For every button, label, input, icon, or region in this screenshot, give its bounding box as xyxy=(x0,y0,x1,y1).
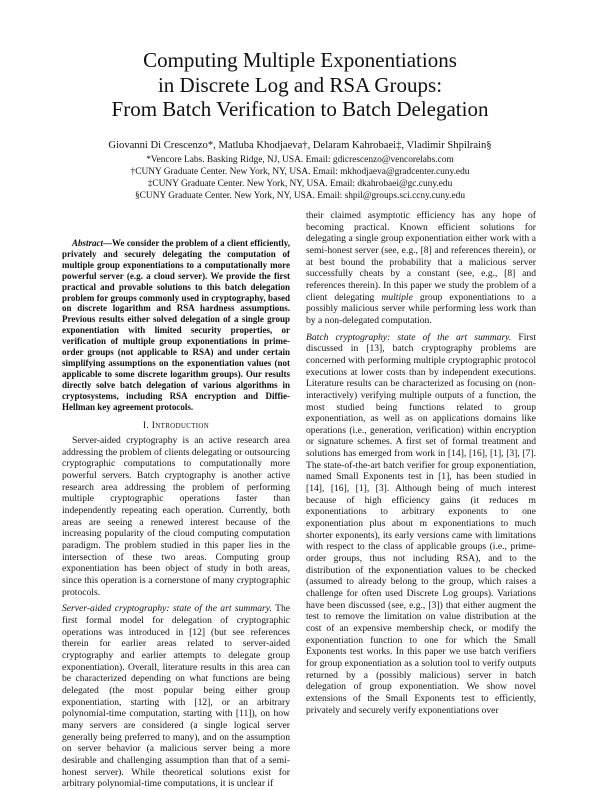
intro-paragraph-1: Server-aided cryptography is an active research area addressing the problem of clients delegating or outsourcing cryptographic computations to computationally more powerful servers. Batch cryptography is another active research area addressing the problem of performing multiple cryptographic operations faster than independently repeating each operation. Currently, both areas are seeing a renewed interest because of the increasing popularity of the cloud computing computation paradigm. The problem studied in this paper lies in the intersection of these two areas. Computing group exponentiation has been object of study in both areas, since this operation is a cornerstone of many cryptographic protocols. xyxy=(62,435,290,598)
right-paragraph-2-text: First discussed in [13], batch cryptography problems are concerned with performing multiple cryptographic protocol executions at lower costs than by independent executions. Literature results can be characterized as focusing on (non-interactively) verifying multiple outputs of a function, the most studied being functions related to group exponentiation, as well as on applications domains like operations (i.e., generation, verification) within encryption or signature schemes. A first set of formal treatment and solutions has emerged from work in [14], [16], [1], [3], [7]. The state-of-the-art batch verifier for group exponentiation, named Small Exponents test in [1], has been studied in [14], [16], [1], [3]. Although being of much interest because of high efficiency gains (it reduces m exponentiations to arbitrary exponents to one exponentiation plus about m exponentiations to much shorter exponents), its early versions came with limitations with respect to the class of applicable groups (i.e., prime-order groups, thus not including RSA), and to the distribution of the exponentiation values to be checked (assumed to already belong to the group, which raises a challenge for often used Discrete Log groups). Variations have been discussed (see, e.g., [3]) that either augment the test to remove the limitation on value distribution at the cost of an expensive membership check, or modify the exponentiation function to one for which the Small Exponents test works. In this paper we use batch verifiers for group exponentiation as a solution tool to verify outputs returned by a (possibly malicious) server in batch delegation of group exponentiation. We show novel extensions of the Small Exponents test to efficiently, privately and securely verify exponentiations over xyxy=(306,331,536,716)
paper-title xyxy=(0,48,600,122)
paragraph-heading-server-aided: Server-aided cryptography: state of the art summary. xyxy=(62,603,272,615)
right-paragraph-1 xyxy=(306,210,536,327)
section-heading-introduction: I. Introduction xyxy=(142,419,210,431)
right-paragraph-2 xyxy=(306,332,536,717)
emphasis-multiple: multiple xyxy=(381,291,413,303)
paragraph-heading-batch: Batch cryptography: state of the art summary. xyxy=(306,331,512,343)
right-column xyxy=(306,210,536,716)
title-line-2: in Discrete Log and RSA Groups: xyxy=(157,72,443,97)
abstract-text: —We consider the problem of a client efficiently, privately and securely delegating the computation of multiple group exponentiations to a computationally more powerful server (e.g. a cloud server). We provide the first practical and provable solutions to this batch delegation problem for groups commonly used in cryptography, based on discrete logarithm and RSA hardness assumptions. Previous results either solved delegation of a single group exponentiation with limited security properties, or verification of multiple group exponentiations in prime-order groups (not applicable to RSA) and under certain simplifying assumptions on the exponentiation values (not applicable to some discrete logarithm groups). Our results directly solve batch delegation of various algorithms in cryptosystems, including RSA encryption and Diffie-Hellman key agreement protocols. xyxy=(62,238,290,412)
affiliation-3: ‡CUNY Graduate Center. New York, NY, USA. Email: dkahrobaei@gc.cuny.edu xyxy=(147,179,453,189)
title-line-1: Computing Multiple Exponentiations xyxy=(143,48,457,72)
title-line-3: From Batch Verification to Batch Delegation xyxy=(111,97,489,121)
right-paragraph-1-text: their claimed asymptotic efficiency has any hope of becoming practical. Known efficient solutions for delegating a single group exponentiation either work with a semi-honest server (see, e.g., [8] and references therein), or at best bound the probability that a malicious server successfully cheats by a constant (see, e.g., [8] and references therein). In this paper we study the problem of a client delegating xyxy=(306,210,536,303)
affiliation-4: §CUNY Graduate Center. New York, NY, USA. Email: shpil@groups.sci.ccny.cuny.edu xyxy=(134,191,466,201)
affiliation-1: *Vencore Labs. Basking Ridge, NJ, USA. Email: gdicrescenzo@vencorelabs.com xyxy=(146,155,454,165)
intro-paragraph-2 xyxy=(62,603,290,790)
abstract xyxy=(62,238,290,413)
author-list: Giovanni Di Crescenzo*, Matluba Khodjaeva†, Delaram Kahrobaei‡, Vladimir Shpilrain§ xyxy=(108,140,492,151)
left-column xyxy=(62,238,290,790)
affiliation-2: †CUNY Graduate Center. New York, NY, USA. Email: mkhodjaeva@gradcenter.cuny.edu xyxy=(130,167,470,177)
abstract-lead: Abstract xyxy=(72,238,104,248)
intro-paragraph-2-text: The first formal model for delegation of cryptographic operations was introduced in [12] (but see references therein for earlier areas related to server-aided cryptography and earlier attempts to delegate group exponentiation). Overall, literature results in this area can be characterized depending on what functions are being delegated (the most popular being either group exponentiation, starting with [12], or an arbitrary polynomial-time computation, starting with [11]), on how many servers are considered (a single logical server generally being preferred to many), and on the assumption on server behavior (a malicious server being a more desirable and challenging assumption than that of a semi-honest server). While theoretical solutions exist for arbitrary polynomial-time computations, it is unclear if xyxy=(62,603,291,790)
right-paragraph-1-end: group exponentiations to a possibly malicious server while performing less work than by a non-delegated computation. xyxy=(306,291,536,326)
